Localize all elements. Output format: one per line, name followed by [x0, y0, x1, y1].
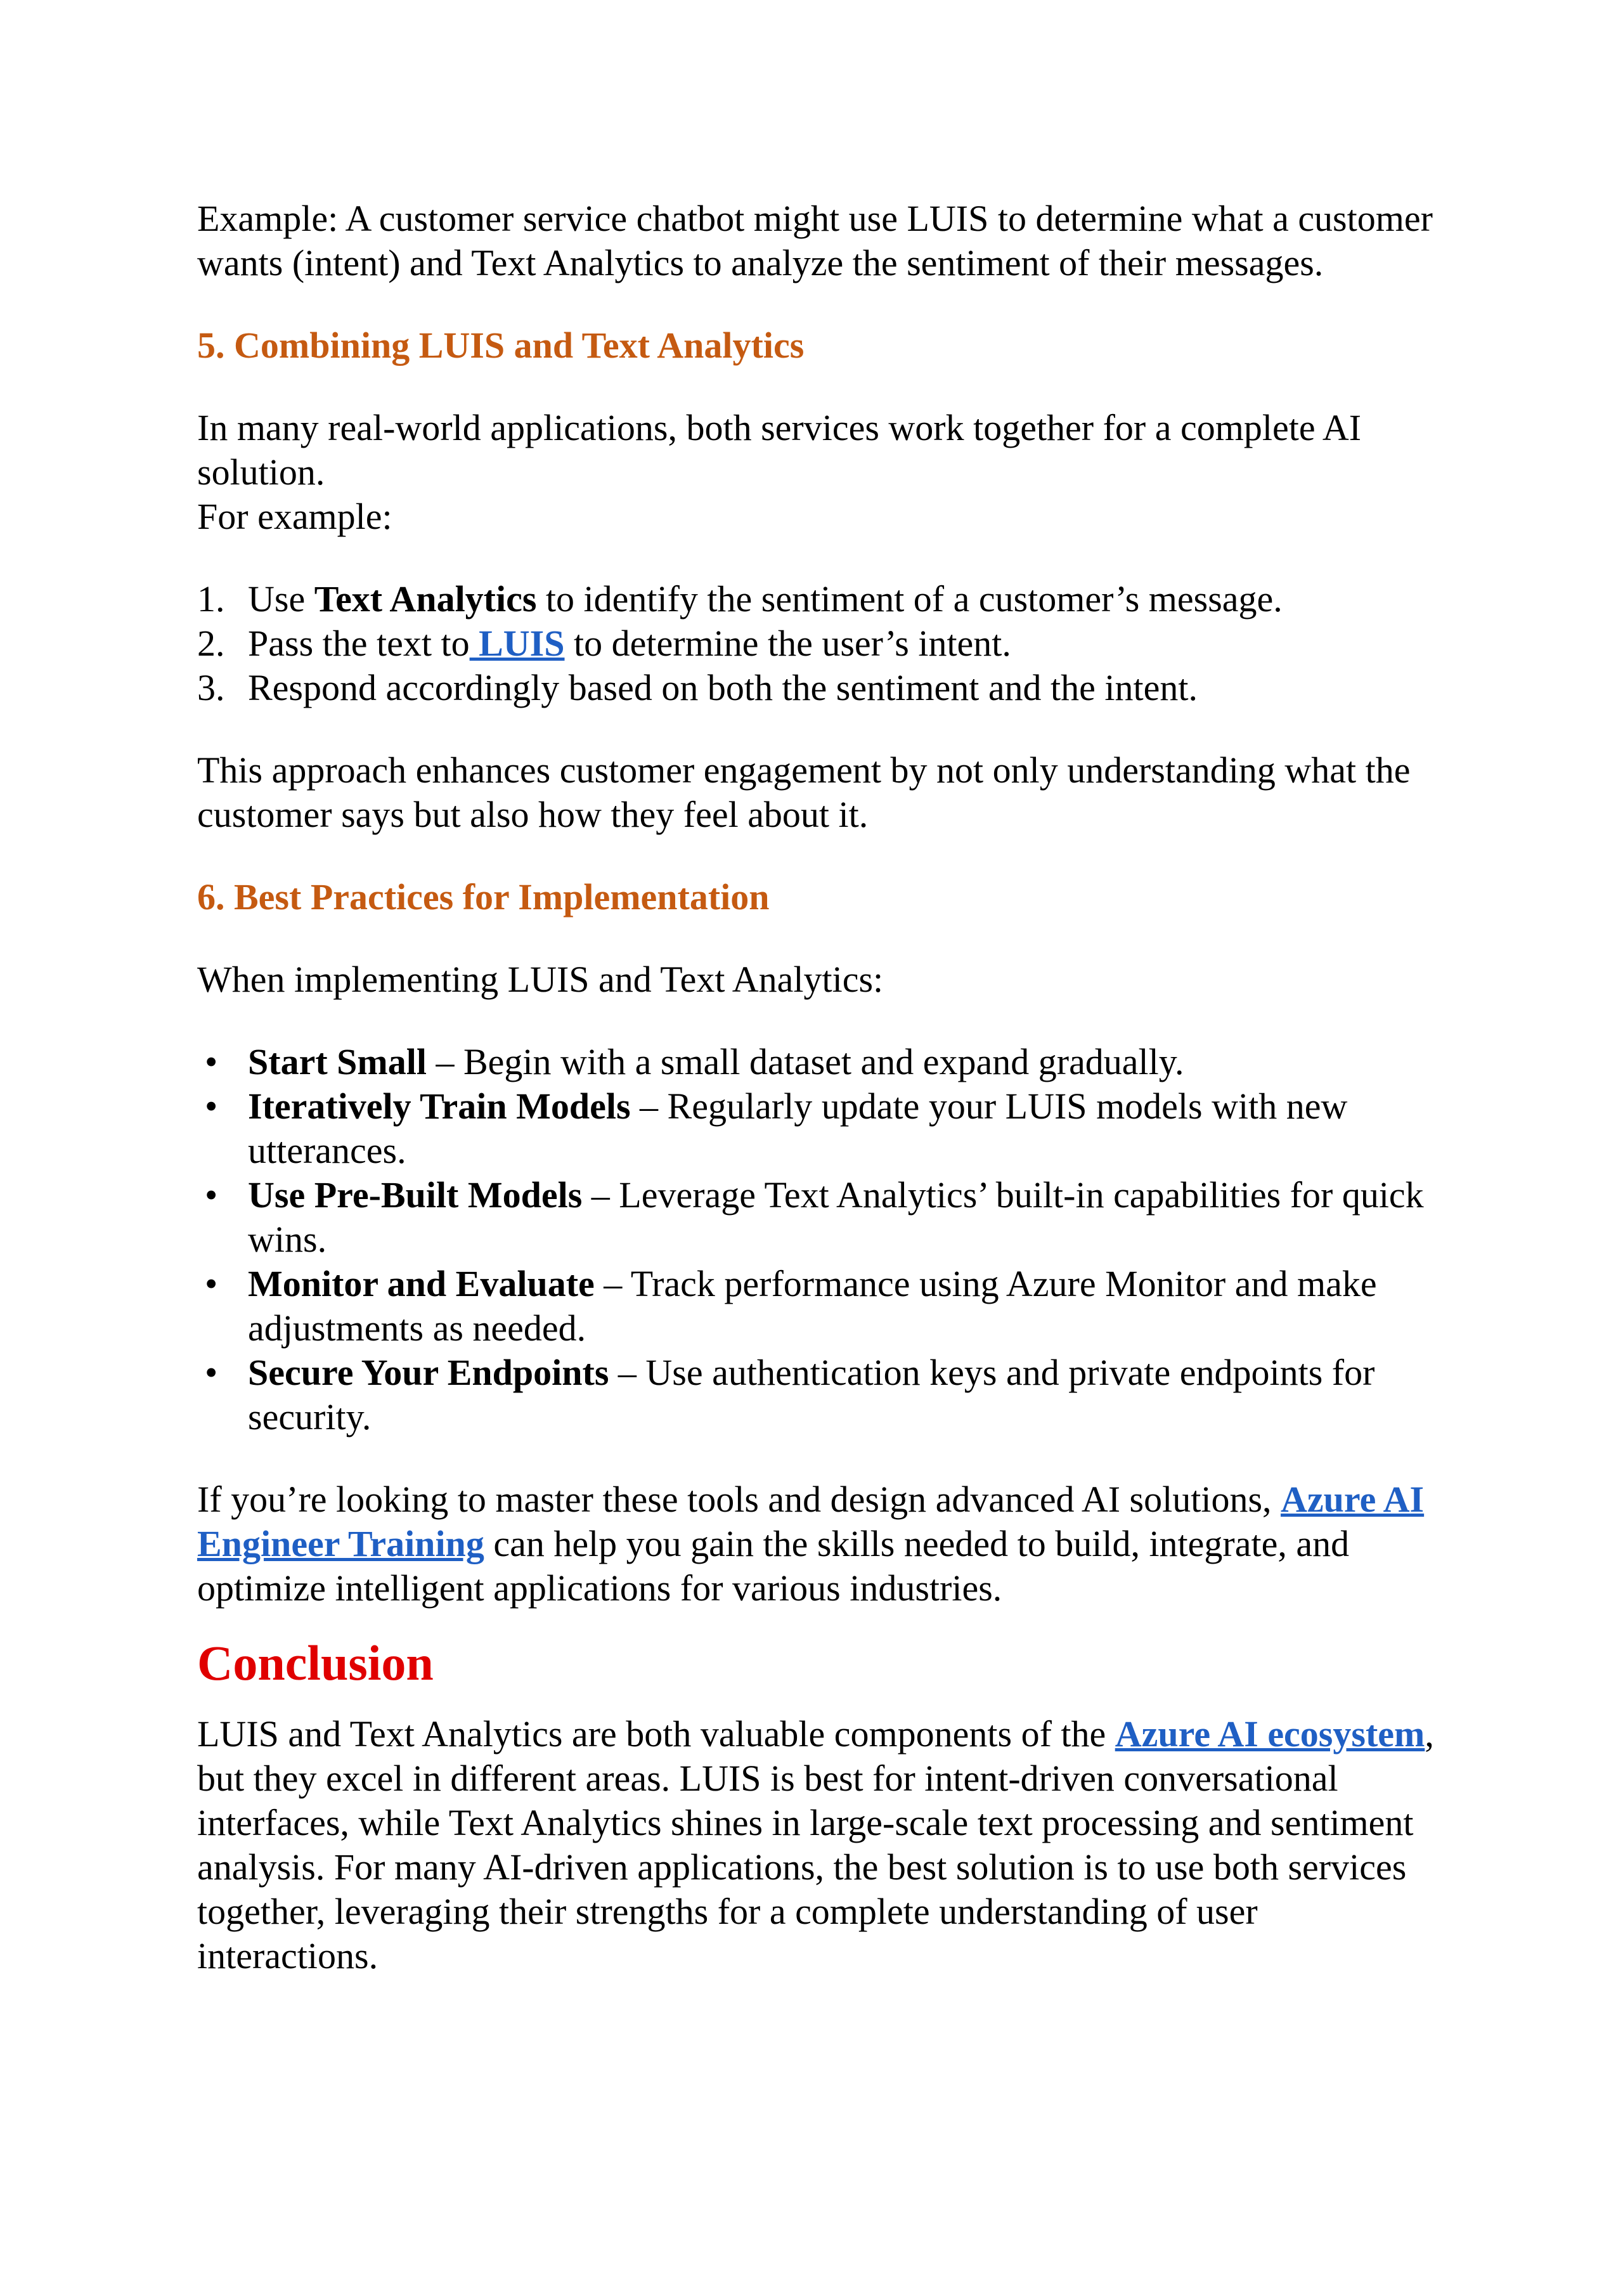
conclusion-text: , but they excel in different areas. LUIS is best for intent-driven conversational interfaces, while Text Analytics shines in large-scale text processing and sentiment analysis. For many AI-driven applications, the best solution is to use both services together, leveraging their strengths for a complete understanding of user interactions.	[197, 1713, 1434, 1976]
steps-list	[197, 577, 1440, 710]
step-text: Use	[248, 578, 314, 619]
bullet-icon: •	[205, 1041, 218, 1082]
practice-title: Monitor and Evaluate	[248, 1263, 595, 1304]
practice-title: Start Small	[248, 1041, 427, 1082]
list-item	[197, 1351, 1440, 1439]
step-text: to determine the user’s intent.	[564, 623, 1011, 664]
section-5-closing: This approach enhances customer engagement by not only understanding what the customer says but also how they feel about it.	[197, 749, 1411, 835]
bullet-icon: •	[205, 1086, 218, 1127]
azure-ai-ecosystem-link[interactable]: Azure AI ecosystem	[1115, 1713, 1425, 1754]
training-text: can help you gain the skills needed to build, integrate, and optimize intelligent applications for various industries.	[197, 1523, 1350, 1609]
list-item	[197, 577, 1440, 621]
bullet-icon: •	[205, 1352, 218, 1393]
intro-example-paragraph: Example: A customer service chatbot might use LUIS to determine what a customer wants (intent) and Text Analytics to analyze the sentiment of their messages.	[197, 198, 1433, 283]
step-number: 1.	[197, 578, 225, 619]
section-6-intro: When implementing LUIS and Text Analytics:	[197, 959, 884, 1000]
best-practices-list	[197, 1040, 1440, 1439]
practice-text: – Begin with a small dataset and expand gradually.	[426, 1041, 1184, 1082]
section-5-intro	[197, 406, 1440, 539]
section-5-intro-line2: For example:	[197, 496, 392, 537]
list-item	[197, 621, 1440, 666]
training-text: If you’re looking to master these tools and design advanced AI solutions,	[197, 1479, 1281, 1520]
list-item	[197, 1084, 1440, 1173]
practice-title: Secure Your Endpoints	[248, 1352, 609, 1393]
bullet-icon: •	[205, 1174, 218, 1216]
list-item	[197, 1262, 1440, 1351]
practice-text: – Regularly update your LUIS models with new utterances.	[248, 1086, 1348, 1171]
list-item	[197, 666, 1440, 710]
practice-text: – Track performance using Azure Monitor and make adjustments as needed.	[248, 1263, 1377, 1349]
training-paragraph	[197, 1477, 1440, 1611]
section-5-heading: 5. Combining LUIS and Text Analytics	[197, 325, 805, 366]
step-text: Respond accordingly based on both the sentiment and the intent.	[248, 667, 1198, 708]
practice-text: – Leverage Text Analytics’ built-in capabilities for quick wins.	[248, 1174, 1424, 1260]
list-item	[197, 1173, 1440, 1262]
conclusion-heading: Conclusion	[197, 1635, 434, 1690]
conclusion-text: LUIS and Text Analytics are both valuable components of the	[197, 1713, 1115, 1754]
practice-title: Use Pre-Built Models	[248, 1174, 583, 1216]
step-text: to identify the sentiment of a customer’s message.	[536, 578, 1283, 619]
step-bold-term: Text Analytics	[314, 578, 537, 619]
bullet-icon: •	[205, 1263, 218, 1304]
section-6-heading: 6. Best Practices for Implementation	[197, 876, 770, 918]
practice-title: Iteratively Train Models	[248, 1086, 631, 1127]
step-text: Pass the text to	[248, 623, 470, 664]
azure-ai-engineer-training-link[interactable]: Azure AI Engineer Training	[197, 1479, 1425, 1564]
luis-link[interactable]: LUIS	[469, 623, 565, 664]
step-number: 2.	[197, 623, 225, 664]
section-5-intro-line1: In many real-world applications, both services work together for a complete AI solution.	[197, 407, 1362, 493]
step-number: 3.	[197, 667, 225, 708]
practice-text: – Use authentication keys and private endpoints for security.	[248, 1352, 1375, 1437]
conclusion-paragraph	[197, 1712, 1440, 1978]
list-item	[197, 1040, 1440, 1084]
document-page	[197, 197, 1440, 1978]
